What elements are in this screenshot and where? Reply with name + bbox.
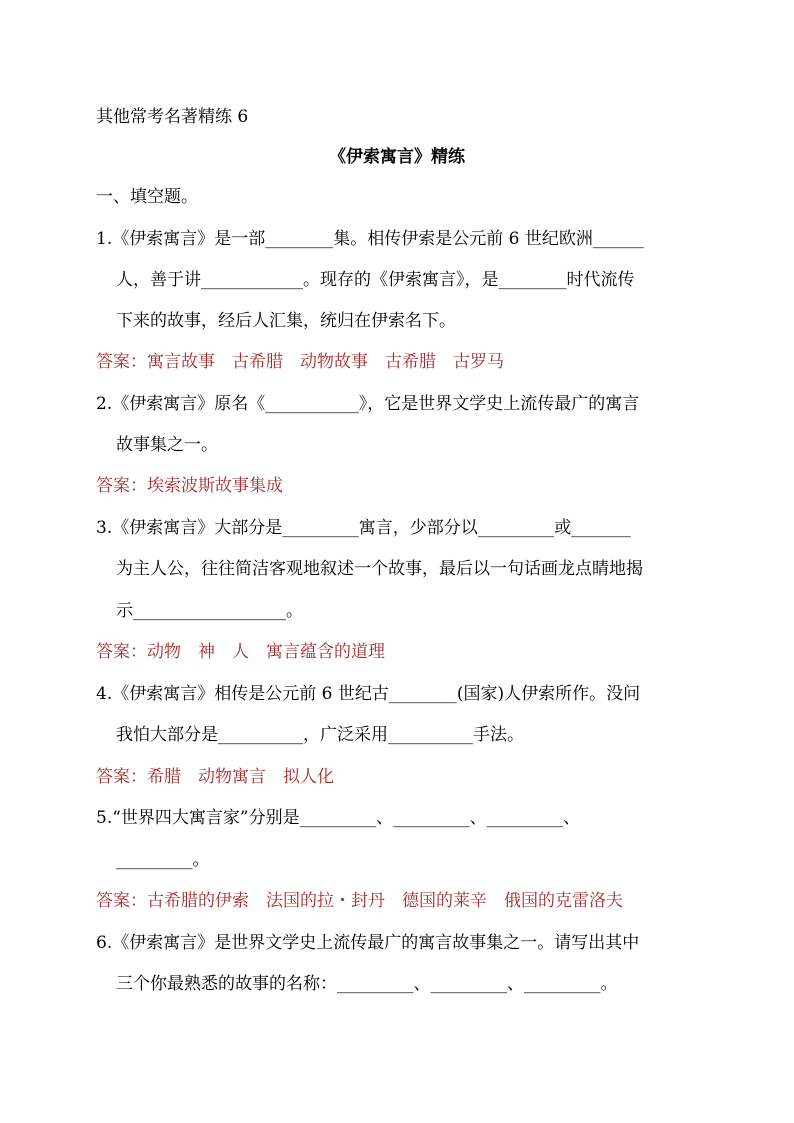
question-6-line-1: 6.《伊索寓言》是世界文学史上流传最广的寓言故事集之一。请写出其中 [96, 933, 640, 953]
question-3-line-1: 3.《伊索寓言》大部分是_________寓言，少部分以_________或_______ [96, 518, 631, 538]
answer-1: 答案：寓言故事 古希腊 动物故事 古希腊 古罗马 [96, 352, 504, 372]
question-5-line-1: 5.“世界四大寓言家”分别是_________、_________、_________、 [96, 808, 581, 828]
page-header: 其他常考名著精练 6 [96, 107, 249, 127]
answer-2: 答案：埃索波斯故事集成 [96, 476, 283, 496]
question-1-line-2: 人，善于讲____________。现存的《伊索寓言》，是________时代流传 [116, 270, 635, 290]
question-6-line-2: 三个你最熟悉的故事的名称：_________、_________、_________。 [116, 974, 618, 994]
question-4-line-1: 4.《伊索寓言》相传是公元前 6 世纪古________(国家)人伊索所作。没问 [96, 684, 641, 704]
question-3-line-2: 为主人公，往往简洁客观地叙述一个故事，最后以一句话画龙点睛地揭 [116, 559, 643, 579]
question-1-line-1: 1.《伊索寓言》是一部________集。相传伊索是公元前 6 世纪欧洲______ [96, 229, 644, 249]
question-1-line-3: 下来的故事，经后人汇集，统归在伊索名下。 [116, 311, 456, 331]
answer-5: 答案：古希腊的伊索 法国的拉・封丹 德国的莱辛 俄国的克雷洛夫 [96, 891, 623, 911]
question-3-line-3: 示__________________。 [116, 601, 303, 621]
answer-4: 答案：希腊 动物寓言 拟人化 [96, 767, 334, 787]
section-heading: 一、填空题。 [96, 187, 198, 207]
question-4-line-2: 我怕大部分是__________，广泛采用__________手法。 [116, 725, 524, 745]
document-title: 《伊索寓言》精练 [329, 147, 465, 167]
question-5-line-2: _________。 [116, 850, 210, 870]
question-2-line-2: 故事集之一。 [116, 435, 218, 455]
question-2-line-1: 2.《伊索寓言》原名《___________》，它是世界文学史上流传最广的寓言 [96, 394, 640, 414]
answer-3: 答案：动物 神 人 寓言蕴含的道理 [96, 642, 385, 662]
